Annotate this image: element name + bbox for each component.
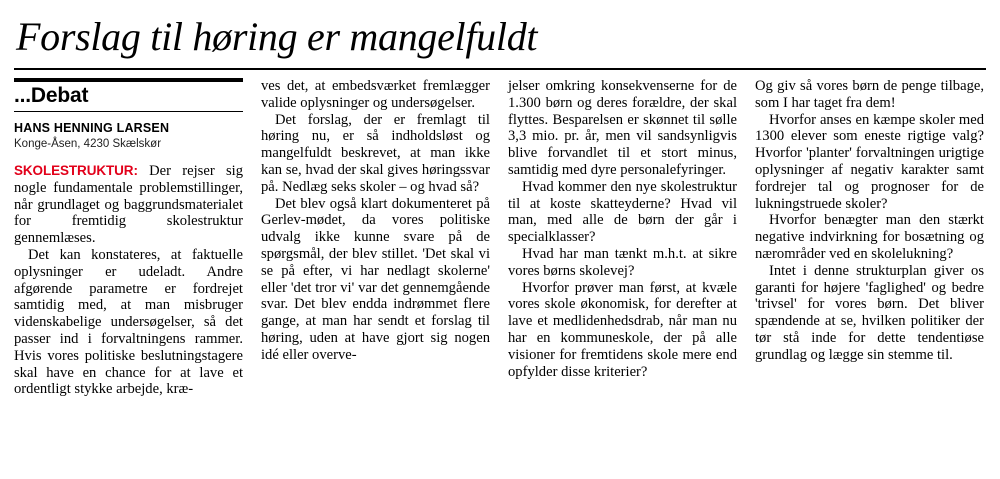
- paragraph: Hvorfor prøver man først, at kvæle vores skole økonomisk, for derefter at lave et medlidenhedsdrab, når man nu har en kommuneskole, der på alle visioner for fremtidens skole mere end opfylder disse kriterier?: [508, 279, 737, 380]
- paragraph: jelser omkring konsekvenserne for de 1.300 børn og deres forældre, der skal flyttes. Besparelsen er skønnet til sølle 3,3 mio. pr. år, men vil sandsynligvis blive forvandlet til et stort minus, samtidig med dyre personalefyringer.: [508, 78, 737, 178]
- paragraph: Hvorfor benægter man den stærkt negative indvirkning for bosætning og nærområder ved en skolelukning?: [755, 212, 984, 262]
- paragraph: Det blev også klart dokumenteret på Gerlev-mødet, da vores politiske udvalg ikke kunne svare på de spørgsmål, der blev stillet. 'Det skal vi se på efter, vi har nedlagt skolerne' eller 'det tror vi' var det gennemgående svar. Det blev endda indrømmet flere gange, at man har sendt et forslag til høring, uden at have gjort sig nogen idé eller overve-: [261, 195, 490, 363]
- paragraph: Hvad kommer den nye skolestruktur til at koste skatteyderne? Hvad vil man, med alle de børn der går i specialklasser?: [508, 178, 737, 246]
- article-column-3: [508, 78, 737, 398]
- lead-paragraph: [14, 163, 243, 247]
- kicker-rule-bottom: [14, 111, 243, 112]
- paragraph: Intet i denne strukturplan giver os garanti for højere 'faglighed' og bedre 'trivsel' for vores børn. Det bliver spændende at se, hvilken politiker der tør stå inde for dette tendentiøse grundlag og lægge sin stemme til.: [755, 262, 984, 363]
- paragraph: Det forslag, der er fremlagt til høring nu, er så indholdsløst og mangelfuldt beskrevet, at man ikke kan se, hvad der skal gives høringssvar på. Nedlæg seks skoler – og hvad så?: [261, 111, 490, 195]
- article-column-2: [261, 78, 490, 398]
- page-title: Forslag til høring er mangelfuldt: [16, 14, 538, 59]
- kicker-rule-top: [14, 78, 243, 82]
- headline-divider: [14, 68, 986, 70]
- paragraph: Hvad har man tænkt m.h.t. at sikre vores børns skolevej?: [508, 245, 737, 279]
- section-kicker: ...Debat: [14, 84, 89, 107]
- byline-author: HANS HENNING LARSEN: [14, 121, 170, 135]
- lead-label: SKOLESTRUKTUR:: [14, 163, 138, 178]
- byline-address: Konge-Åsen, 4230 Skælskør: [14, 138, 162, 150]
- paragraph-text: Der rejser sig nogle fundamentale problemstillinger, når grundlaget og baggrundsmaterialet for fremtidig skolestruktur gennemlæses.: [14, 163, 243, 247]
- paragraph: Det kan konstateres, at faktuelle oplysninger er udeladt. Andre afgørende parametre er fordrejet samtidig med, at man misbruger videnskabelige undersøgelser, så det passer ind i forvaltningens rammer. Hvis vores politiske beslutningstagere skal have en chance for at lave et ordentligt stykke arbejde, kræ-: [14, 246, 243, 398]
- article-column-4: [755, 78, 984, 398]
- paragraph: Og giv så vores børn de penge tilbage, som I har taget fra dem!: [755, 78, 984, 111]
- paragraph: Hvorfor anses en kæmpe skoler med 1300 elever som eneste rigtige valg? Hvorfor 'planter' forvaltningen urigtige oplysninger af negativ karakter samt fordrejer tal og prognoser for de lukningstruede skoler?: [755, 111, 984, 212]
- article-columns: [14, 78, 986, 398]
- article-column-1: [14, 78, 243, 398]
- section-kicker-block: [14, 78, 243, 112]
- paragraph: ves det, at embedsværket fremlægger valide oplysninger og undersøgelser.: [261, 78, 490, 111]
